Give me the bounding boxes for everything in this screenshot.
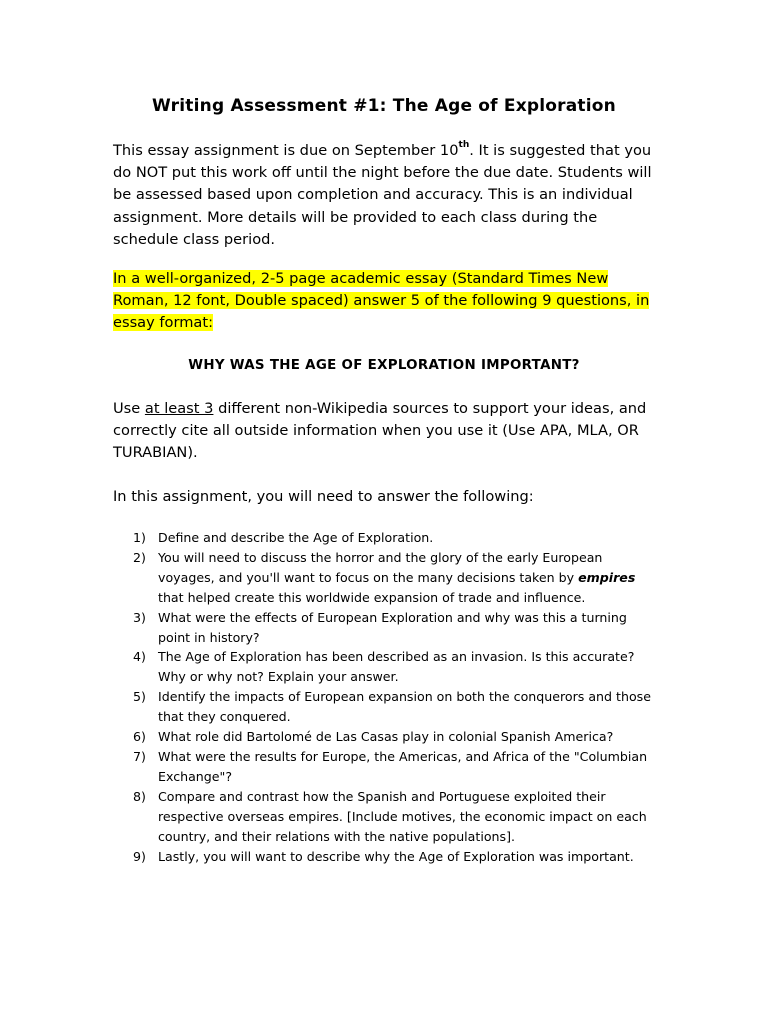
- intro-paragraph: [113, 140, 653, 251]
- question-item: [133, 787, 653, 847]
- question-number: 2): [133, 549, 146, 565]
- question-number: 9): [133, 848, 146, 864]
- question-item: [133, 847, 653, 867]
- question-text: The Age of Exploration has been described as an invasion. Is this accurate? Why or why not? Explain your answer.: [158, 649, 635, 685]
- question-item: [133, 687, 653, 727]
- section-heading: WHY WAS THE AGE OF EXPLORATION IMPORTANT?: [188, 358, 580, 373]
- question-text: What were the effects of European Exploration and why was this a turning point in history?: [158, 609, 627, 645]
- question-text-end: that helped create this worldwide expansion of trade and influence.: [158, 589, 586, 605]
- question-text: You will need to discuss the horror and the glory of the early European voyages, and you'll want to focus on the many decisions taken by: [158, 549, 603, 585]
- sources-text-rest: different non-Wikipedia sources to support your ideas, and correctly cite all outside information when you use it (Use APA, MLA, OR TURABIAN).: [113, 400, 647, 462]
- question-item: [133, 528, 653, 548]
- question-number: 7): [133, 748, 146, 764]
- question-number: 8): [133, 788, 146, 804]
- question-number: 5): [133, 689, 146, 705]
- question-number: 1): [133, 530, 146, 545]
- intro-text-rest: . It is suggested that you do NOT put this work off until the night before the due date. Students will be assessed based upon completion and accuracy. This is an individual assignment. More details will be provided to each class during the schedule class period.: [113, 142, 652, 248]
- date-superscript: th: [458, 140, 470, 151]
- highlighted-instructions-text: In a well-organized, 2-5 page academic essay (Standard Times New Roman, 12 font, Double spaced) answer 5 of the following 9 questions, in essay format:: [113, 270, 650, 332]
- sources-underlined: at least 3: [144, 400, 214, 417]
- lead-in-paragraph: In this assignment, you will need to answer the following:: [113, 488, 534, 505]
- question-list: [133, 528, 653, 866]
- question-item: [133, 608, 653, 648]
- intro-text-start: This essay assignment is due on September 10: [113, 142, 459, 159]
- question-number: 3): [133, 609, 146, 625]
- question-item: [133, 747, 653, 787]
- question-text: What role did Bartolomé de Las Casas play in colonial Spanish America?: [158, 729, 614, 745]
- question-item: [133, 647, 653, 687]
- question-text: Compare and contrast how the Spanish and Portuguese exploited their respective overseas empires. [Include motives, the economic impact on each country, and their relations with the native populations].: [158, 788, 647, 844]
- question-emphasis: empires: [578, 569, 636, 585]
- question-number: 4): [133, 649, 146, 665]
- question-text: Identify the impacts of European expansion on both the conquerors and those that they conquered.: [158, 689, 651, 725]
- question-text: Define and describe the Age of Exploration.: [158, 530, 434, 545]
- question-number: 6): [133, 729, 146, 745]
- question-item: [133, 548, 653, 608]
- document-title: Writing Assessment #1: The Age of Exploration: [152, 96, 616, 116]
- highlighted-instructions: [113, 268, 653, 335]
- question-item: [133, 727, 653, 747]
- sources-paragraph: [113, 398, 653, 465]
- question-text: What were the results for Europe, the Americas, and Africa of the "Columbian Exchange"?: [158, 748, 648, 784]
- question-text: Lastly, you will want to describe why the Age of Exploration was important.: [158, 848, 634, 864]
- sources-text-start: Use: [113, 400, 145, 417]
